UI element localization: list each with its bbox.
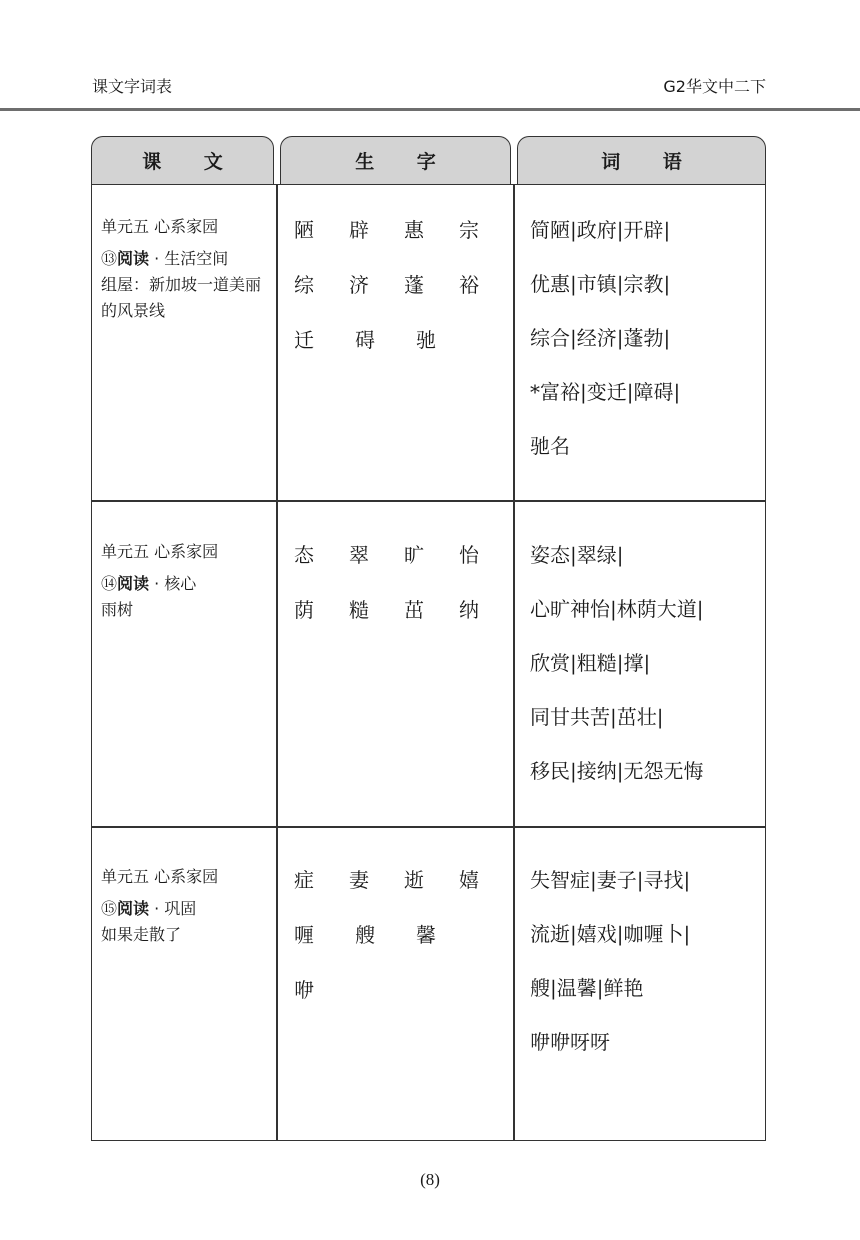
- character: 旷: [404, 543, 424, 567]
- column-header-new-characters: [280, 136, 511, 184]
- lesson-cell: [101, 539, 276, 623]
- vocabulary-cell: [530, 539, 766, 809]
- char-row: [294, 594, 514, 649]
- word-line: 欣赏|粗糙|撑|: [530, 651, 651, 675]
- lesson-cell: [101, 864, 276, 948]
- column-divider: [276, 184, 278, 1141]
- word-line: 移民|接纳|无怨无悔: [530, 759, 704, 783]
- character: 翠: [349, 543, 369, 567]
- word-line: 优惠|市镇|宗教|: [530, 272, 671, 296]
- character: 馨: [416, 923, 436, 947]
- word-line: 艘|温馨|鲜艳: [530, 976, 644, 1000]
- read-label: 阅读: [117, 899, 150, 918]
- character: 妻: [349, 868, 369, 892]
- character: 驰: [416, 328, 436, 352]
- character: 症: [294, 868, 314, 892]
- unit-label: 单元五 心系家园: [101, 867, 219, 886]
- character: 喱: [294, 923, 314, 947]
- character: 宗: [459, 218, 479, 242]
- char-row: [294, 269, 514, 324]
- lesson-number: ⑭: [101, 574, 118, 593]
- char-row: [294, 974, 514, 1029]
- column-header-vocabulary: [517, 136, 766, 184]
- character: 济: [349, 273, 369, 297]
- character: 辟: [349, 218, 369, 242]
- character: 糙: [349, 598, 369, 622]
- char-row: [294, 214, 514, 269]
- vocabulary-cell: [530, 214, 766, 484]
- lesson-heading: [101, 896, 276, 922]
- lesson-title: 如果走散了: [101, 925, 182, 944]
- read-type: 核心: [164, 574, 197, 593]
- separator: ·: [149, 574, 165, 593]
- word-line: 咿咿呀呀: [530, 1030, 610, 1054]
- section-title: 课文字词表: [92, 77, 173, 96]
- word-line: 综合|经济|蓬勃|: [530, 326, 671, 350]
- page-number: (8): [420, 1170, 440, 1189]
- read-type: 生活空间: [164, 249, 229, 268]
- character: 陋: [294, 218, 314, 242]
- unit-label: 单元五 心系家园: [101, 542, 219, 561]
- character: 怡: [459, 543, 479, 567]
- separator: ·: [149, 249, 165, 268]
- read-label: 阅读: [117, 249, 150, 268]
- vocabulary-cell: [530, 864, 766, 1080]
- lesson-number: ⑮: [101, 899, 118, 918]
- column-header-label: 生 字: [355, 151, 454, 173]
- character: 裕: [459, 273, 479, 297]
- character: 逝: [404, 868, 424, 892]
- separator: ·: [149, 899, 165, 918]
- character: 蓬: [404, 273, 424, 297]
- lesson-title: 组屋：新加坡一道美丽的风景线: [101, 275, 262, 320]
- character: 艘: [355, 923, 375, 947]
- column-header-label: 词 语: [601, 151, 700, 173]
- character: 荫: [294, 598, 314, 622]
- char-row: [294, 864, 514, 919]
- header-divider: [0, 108, 860, 111]
- column-header-label: 课 文: [142, 151, 241, 173]
- lesson-cell: [101, 214, 276, 324]
- character: 态: [294, 543, 314, 567]
- word-line: 流逝|嬉戏|咖喱卜|: [530, 922, 691, 946]
- word-line: 同甘共苦|茁壮|: [530, 705, 664, 729]
- column-header-lesson: [91, 136, 274, 184]
- word-line: 驰名: [530, 434, 570, 458]
- lesson-heading: [101, 246, 276, 272]
- word-line: 简陋|政府|开辟|: [530, 218, 671, 242]
- unit-label: 单元五 心系家园: [101, 217, 219, 236]
- char-row: [294, 324, 514, 379]
- word-line: 姿态|翠绿|: [530, 543, 624, 567]
- character: 惠: [404, 218, 424, 242]
- lesson-heading: [101, 571, 276, 597]
- char-row: [294, 539, 514, 594]
- char-row: [294, 919, 514, 974]
- word-line: *富裕|变迁|障碍|: [530, 380, 681, 404]
- read-type: 巩固: [164, 899, 197, 918]
- new-characters-cell: [294, 864, 514, 1029]
- character: 嬉: [459, 868, 479, 892]
- lesson-number: ⑬: [101, 249, 118, 268]
- new-characters-cell: [294, 214, 514, 379]
- new-characters-cell: [294, 539, 514, 649]
- lesson-title: 雨树: [101, 600, 134, 619]
- word-line: 心旷神怡|林荫大道|: [530, 597, 704, 621]
- character: 迁: [294, 328, 314, 352]
- character: 咿: [294, 978, 314, 1002]
- character: 综: [294, 273, 314, 297]
- character: 碍: [355, 328, 375, 352]
- character: 纳: [459, 598, 479, 622]
- character: 茁: [404, 598, 424, 622]
- row-divider: [91, 500, 766, 502]
- book-title: G2华文中二下: [663, 77, 766, 96]
- row-divider: [91, 826, 766, 828]
- word-line: 失智症|妻子|寻找|: [530, 868, 691, 892]
- read-label: 阅读: [117, 574, 150, 593]
